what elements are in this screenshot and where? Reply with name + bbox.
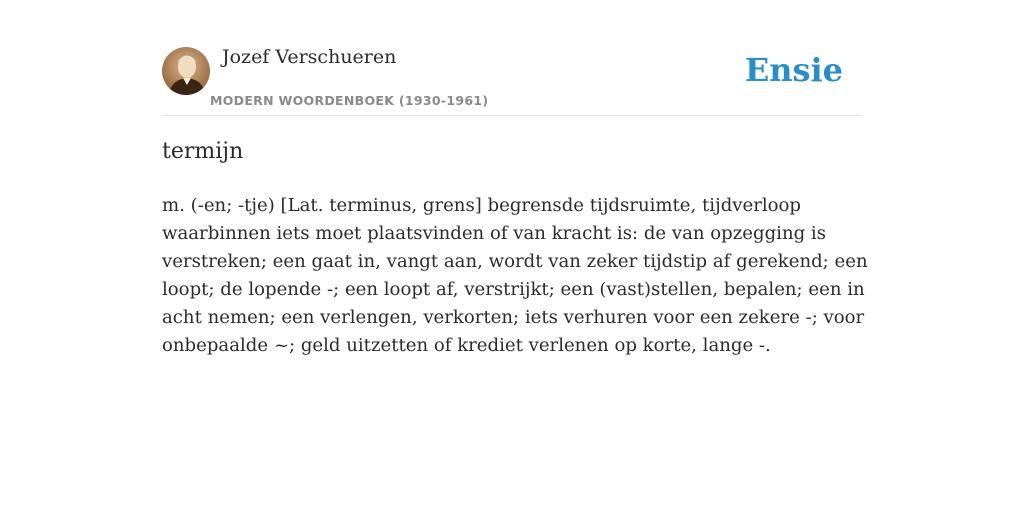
author-avatar[interactable] <box>162 47 210 95</box>
author-name[interactable]: Jozef Verschueren <box>222 46 397 68</box>
ensie-logo[interactable]: Ensie <box>744 51 843 89</box>
entry-definition: m. (-en; -tje) [Lat. terminus, grens] begrensde tijdsruimte, tijdverloop waarbinnen iets moet plaatsvinden of van kracht is: de van opzegging is verstreken; een gaat in, vangt aan, wordt van zeker tijdstip af gerekend; een loopt; de lopende -; een loopt af, verstrijkt; een (vast)stellen, bepalen; een in acht nemen; een verlengen, verkorten; iets verhuren voor een zekere -; voor onbepaalde ~; geld uitzetten of krediet verlenen op korte, lange -. <box>162 195 868 356</box>
entry-header <box>162 45 862 116</box>
author-portrait-icon <box>162 47 210 95</box>
source-name[interactable]: MODERN WOORDENBOEK (1930-1961) <box>210 93 489 108</box>
entry-title: termijn <box>162 139 244 164</box>
